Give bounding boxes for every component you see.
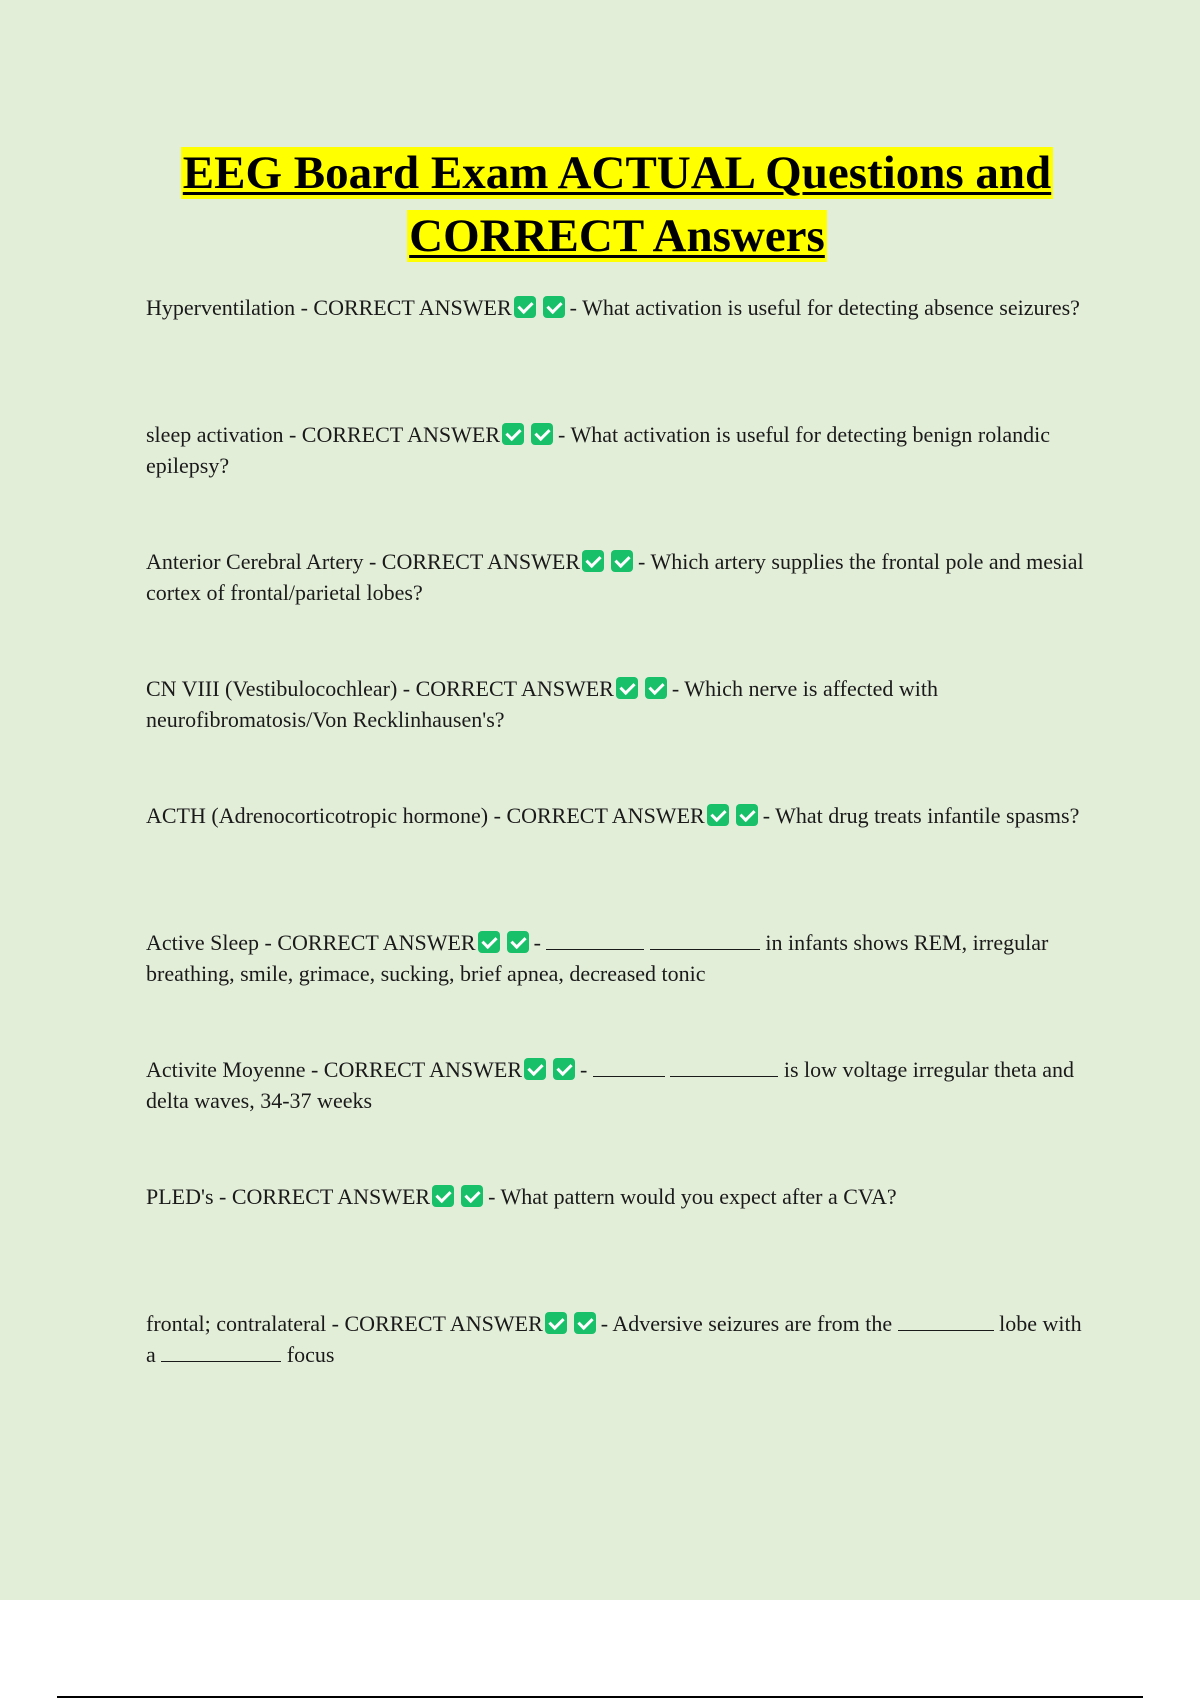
separator: -	[569, 295, 583, 320]
qa-item	[146, 419, 1088, 546]
checkmark-icon	[514, 296, 536, 318]
answer-text: Activite Moyenne - CORRECT ANSWER	[146, 1057, 523, 1082]
answer-text: sleep activation - CORRECT ANSWER	[146, 422, 501, 447]
checkmark-icon	[524, 1058, 546, 1080]
answer-text: CN VIII (Vestibulocochlear) - CORRECT ANSWER	[146, 676, 614, 701]
checkmark-icon	[502, 423, 524, 445]
answer-text: Hyperventilation - CORRECT ANSWER	[146, 295, 512, 320]
checkmark-icon	[545, 1312, 567, 1334]
qa-item	[146, 673, 1088, 800]
qa-list	[146, 292, 1088, 1435]
answer-text: ACTH (Adrenocorticotropic hormone) - CORRECT ANSWER	[146, 803, 705, 828]
checkmark-icon	[736, 804, 758, 826]
question-text-end: focus	[281, 1342, 335, 1367]
checkmark-icon	[582, 550, 604, 572]
checkmark-icon	[432, 1185, 454, 1207]
separator: -	[600, 1311, 613, 1336]
answer-blank	[650, 931, 760, 950]
question-text: Adversive seizures are from the	[612, 1311, 898, 1336]
question-text: is low voltage irregular theta and delta waves, 34-37 weeks	[146, 1057, 1075, 1113]
qa-item	[146, 292, 1088, 419]
separator: -	[533, 930, 547, 955]
separator: -	[488, 1184, 501, 1209]
qa-item	[146, 1181, 1088, 1308]
answer-blank	[593, 1058, 665, 1077]
answer-blank	[546, 931, 644, 950]
checkmark-icon	[531, 423, 553, 445]
document-title	[146, 142, 1088, 268]
qa-item	[146, 1308, 1088, 1435]
checkmark-icon	[507, 931, 529, 953]
checkmark-icon	[574, 1312, 596, 1334]
separator: -	[558, 422, 571, 447]
answer-text: Active Sleep - CORRECT ANSWER	[146, 930, 476, 955]
qa-item	[146, 1054, 1088, 1181]
answer-text: Anterior Cerebral Artery - CORRECT ANSWER	[146, 549, 581, 574]
checkmark-icon	[645, 677, 667, 699]
qa-item	[146, 927, 1088, 1054]
question-text: in infants shows REM, irregular breathing, smile, grimace, sucking, brief apnea, decreased tonic	[146, 930, 1049, 986]
separator: -	[762, 803, 776, 828]
checkmark-icon	[616, 677, 638, 699]
separator: -	[638, 549, 651, 574]
qa-item	[146, 546, 1088, 673]
answer-blank	[161, 1343, 281, 1362]
qa-item	[146, 800, 1088, 927]
title-line-1: EEG Board Exam ACTUAL Questions and	[182, 147, 1052, 199]
checkmark-icon	[461, 1185, 483, 1207]
checkmark-icon	[553, 1058, 575, 1080]
question-text: What drug treats infantile spasms?	[775, 803, 1080, 828]
answer-blank	[670, 1058, 778, 1077]
answer-text: frontal; contralateral - CORRECT ANSWER	[146, 1311, 543, 1336]
title-line-2: CORRECT Answers	[409, 210, 825, 262]
answer-blank	[898, 1312, 994, 1331]
separator: -	[580, 1057, 593, 1082]
question-text: Which artery supplies the frontal pole and mesial cortex of frontal/parietal lobes?	[146, 549, 1084, 605]
checkmark-icon	[543, 296, 565, 318]
question-text: What activation is useful for detecting absence seizures?	[582, 295, 1080, 320]
answer-text: PLED's - CORRECT ANSWER	[146, 1184, 431, 1209]
separator: -	[671, 676, 685, 701]
footer-divider	[57, 1696, 1143, 1698]
question-text-mid: lobe with a	[146, 1311, 1082, 1367]
checkmark-icon	[707, 804, 729, 826]
checkmark-icon	[478, 931, 500, 953]
question-text: What activation is useful for detecting benign rolandic epilepsy?	[146, 422, 1051, 478]
question-text: What pattern would you expect after a CVA?	[500, 1184, 897, 1209]
question-text: Which nerve is affected with neurofibromatosis/Von Recklinhausen's?	[146, 676, 939, 732]
checkmark-icon	[611, 550, 633, 572]
